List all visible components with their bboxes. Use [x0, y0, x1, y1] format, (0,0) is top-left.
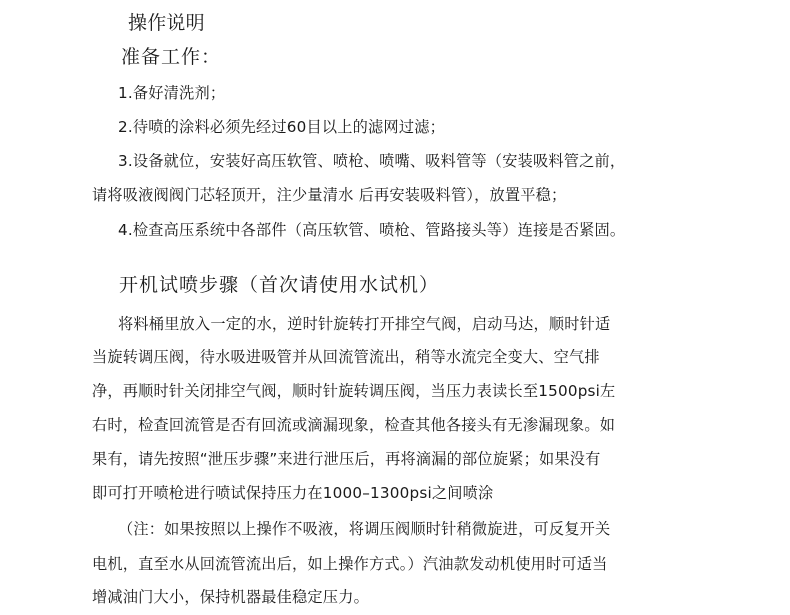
note-paragraph-line: 增减油门大小，保持机器最佳稳定压力。 — [92, 588, 369, 606]
test-paragraph-line: 即可打开喷枪进行喷试保持压力在1000–1300psi之间喷涂 — [92, 484, 494, 502]
prep-item: 1.备好清洗剂； — [118, 84, 226, 102]
note-paragraph-line: 电机，直至水从回流管流出后，如上操作方式。）汽油款发动机使用时可适当 — [92, 555, 608, 573]
test-paragraph-line: 果有，请先按照“泄压步骤”来进行泄压后，再将滴漏的部位旋紧；如果没有 — [92, 450, 601, 468]
page-title: 操作说明 — [128, 12, 205, 34]
prep-heading: 准备工作： — [121, 46, 222, 68]
prep-item-continued: 请将吸液阀阀门芯轻顶开，注少量清水 后再安装吸料管），放置平稳； — [92, 186, 567, 204]
test-paragraph-line: 右时，检查回流管是否有回流或滴漏现象，检查其他各接头有无渗漏现象。如 — [92, 416, 616, 434]
test-heading: 开机试喷步骤（首次请使用水试机） — [119, 274, 440, 296]
prep-item: 2.待喷的涂料必须先经过60目以上的滤网过滤； — [118, 118, 445, 136]
test-paragraph-line: 将料桶里放入一定的水，逆时针旋转打开排空气阀，启动马达，顺时针适 — [118, 315, 611, 333]
prep-item: 4.检查高压系统中各部件（高压软管、喷枪、管路接头等）连接是否紧固。 — [118, 221, 626, 239]
note-paragraph-line: （注：如果按照以上操作不吸液，将调压阀顺时针稍微旋进，可反复开关 — [118, 520, 611, 538]
test-paragraph-line: 净，再顺时针关闭排空气阀，顺时针旋转调压阀，当压力表读长至1500psi左 — [92, 382, 616, 400]
test-paragraph-line: 当旋转调压阀，待水吸进吸管并从回流管流出，稍等水流完全变大、空气排 — [92, 348, 600, 366]
prep-item: 3.设备就位，安装好高压软管、喷枪、喷嘴、吸料管等（安装吸料管之前， — [118, 152, 626, 170]
